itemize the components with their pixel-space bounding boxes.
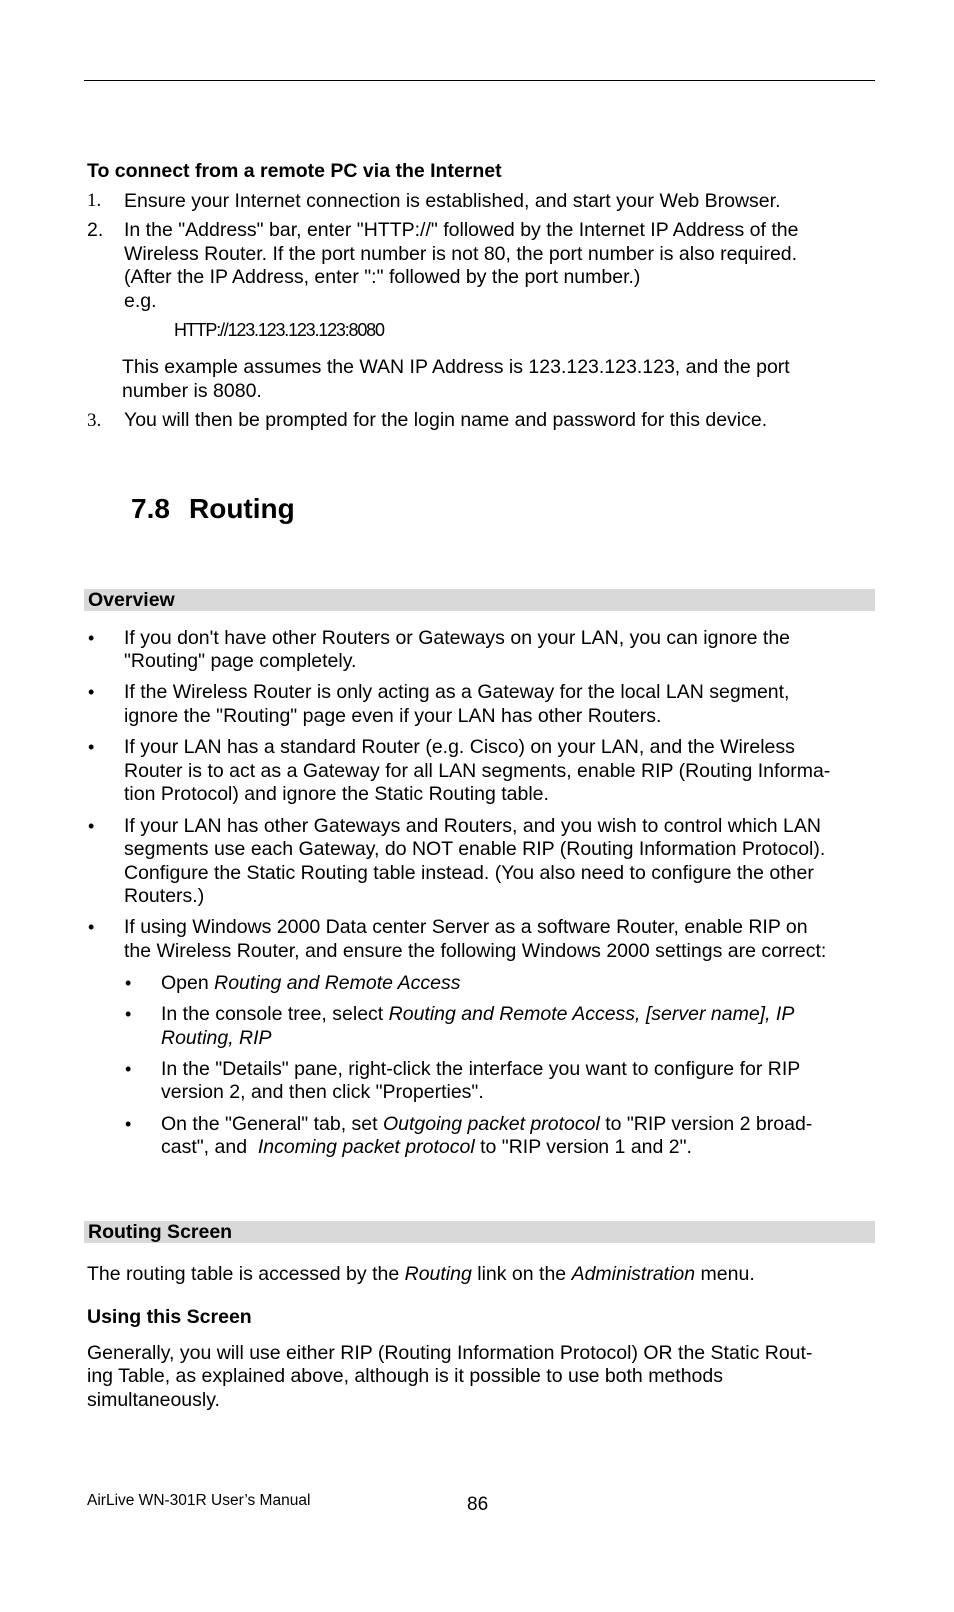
sub-bullet-text: On the "General" tab, set Outgoing packet protocol to "RIP version 2 broad- <box>161 1113 813 1135</box>
step-text: In the "Address" bar, enter "HTTP://" followed by the Internet IP Address of the <box>124 219 799 241</box>
paragraph-line: Generally, you will use either RIP (Routing Information Protocol) OR the Static Rout- <box>87 1342 813 1364</box>
step-text: You will then be prompted for the login name and password for this device. <box>124 409 768 431</box>
bullet-icon: • <box>88 682 95 702</box>
step-text: Ensure your Internet connection is established, and start your Web Browser. <box>124 190 781 212</box>
bullet-text: Router is to act as a Gateway for all LAN segments, enable RIP (Routing Informa- <box>124 760 831 782</box>
bullet-icon: • <box>125 1059 132 1079</box>
bullet-text: ignore the "Routing" page even if your LAN has other Routers. <box>124 705 662 727</box>
bullet-text: If your LAN has a standard Router (e.g. Cisco) on your LAN, and the Wireless <box>124 736 795 758</box>
section-number: 7.8 <box>131 493 170 524</box>
routing-screen-heading: Routing Screen <box>88 1221 233 1243</box>
note-text: number is 8080. <box>122 380 262 402</box>
bullet-icon: • <box>88 917 95 937</box>
bullet-text: If your LAN has other Gateways and Routers, and you wish to control which LAN <box>124 815 821 837</box>
overview-band <box>84 589 875 611</box>
bullet-text: segments use each Gateway, do NOT enable RIP (Routing Information Protocol). <box>124 838 826 860</box>
bullet-text: Routers.) <box>124 885 205 907</box>
sub-bullet-text: In the console tree, select Routing and Remote Access, [server name], IP <box>161 1003 795 1025</box>
bullet-text: Configure the Static Routing table instead. (You also need to configure the other <box>124 862 814 884</box>
bullet-text: If using Windows 2000 Data center Server as a software Router, enable RIP on <box>124 916 808 938</box>
bullet-text: tion Protocol) and ignore the Static Routing table. <box>124 783 549 805</box>
step-text: Wireless Router. If the port number is not 80, the port number is also required. <box>124 243 798 265</box>
footer-manual-name: AirLive WN-301R User’s Manual <box>87 1492 311 1509</box>
paragraph-line: simultaneously. <box>87 1389 220 1411</box>
routing-paragraph: The routing table is accessed by the Routing link on the Administration menu. <box>87 1263 755 1285</box>
section-title: Routing <box>189 493 295 524</box>
bullet-text: "Routing" page completely. <box>124 650 357 672</box>
step-number: 1. <box>87 190 102 211</box>
step-number: 2. <box>87 219 104 241</box>
page-number: 86 <box>467 1494 489 1515</box>
bullet-text: If you don't have other Routers or Gateways on your LAN, you can ignore the <box>124 627 791 649</box>
header-rule <box>84 80 875 81</box>
bullet-icon: • <box>125 973 132 993</box>
sub-bullet-text: In the "Details" pane, right-click the interface you want to configure for RIP <box>161 1058 801 1080</box>
subheading: Using this Screen <box>87 1306 252 1328</box>
bullet-icon: • <box>125 1114 132 1134</box>
step-text: e.g. <box>124 290 157 312</box>
bullet-icon: • <box>88 737 95 757</box>
sub-bullet-text: Routing, RIP <box>161 1027 272 1049</box>
bullet-icon: • <box>125 1004 132 1024</box>
example-url: HTTP://123.123.123.123:8080 <box>174 320 384 340</box>
sub-bullet-text: Open Routing and Remote Access <box>161 972 461 994</box>
sub-bullet-text: version 2, and then click "Properties". <box>161 1081 484 1103</box>
step-number: 3. <box>87 410 102 431</box>
remote-heading: To connect from a remote PC via the Internet <box>87 160 502 182</box>
overview-heading: Overview <box>88 589 175 611</box>
paragraph-line: ing Table, as explained above, although is it possible to use both methods <box>87 1365 723 1387</box>
bullet-icon: • <box>88 816 95 836</box>
step-text: (After the IP Address, enter ":" followed by the port number.) <box>124 266 641 288</box>
sub-bullet-text: cast", and Incoming packet protocol to "RIP version 1 and 2". <box>161 1136 692 1158</box>
bullet-icon: • <box>88 628 95 648</box>
bullet-text: If the Wireless Router is only acting as a Gateway for the local LAN segment, <box>124 681 790 703</box>
bullet-text: the Wireless Router, and ensure the following Windows 2000 settings are correct: <box>124 940 827 962</box>
note-text: This example assumes the WAN IP Address is 123.123.123.123, and the port <box>122 356 790 378</box>
routing-screen-band <box>84 1221 875 1243</box>
